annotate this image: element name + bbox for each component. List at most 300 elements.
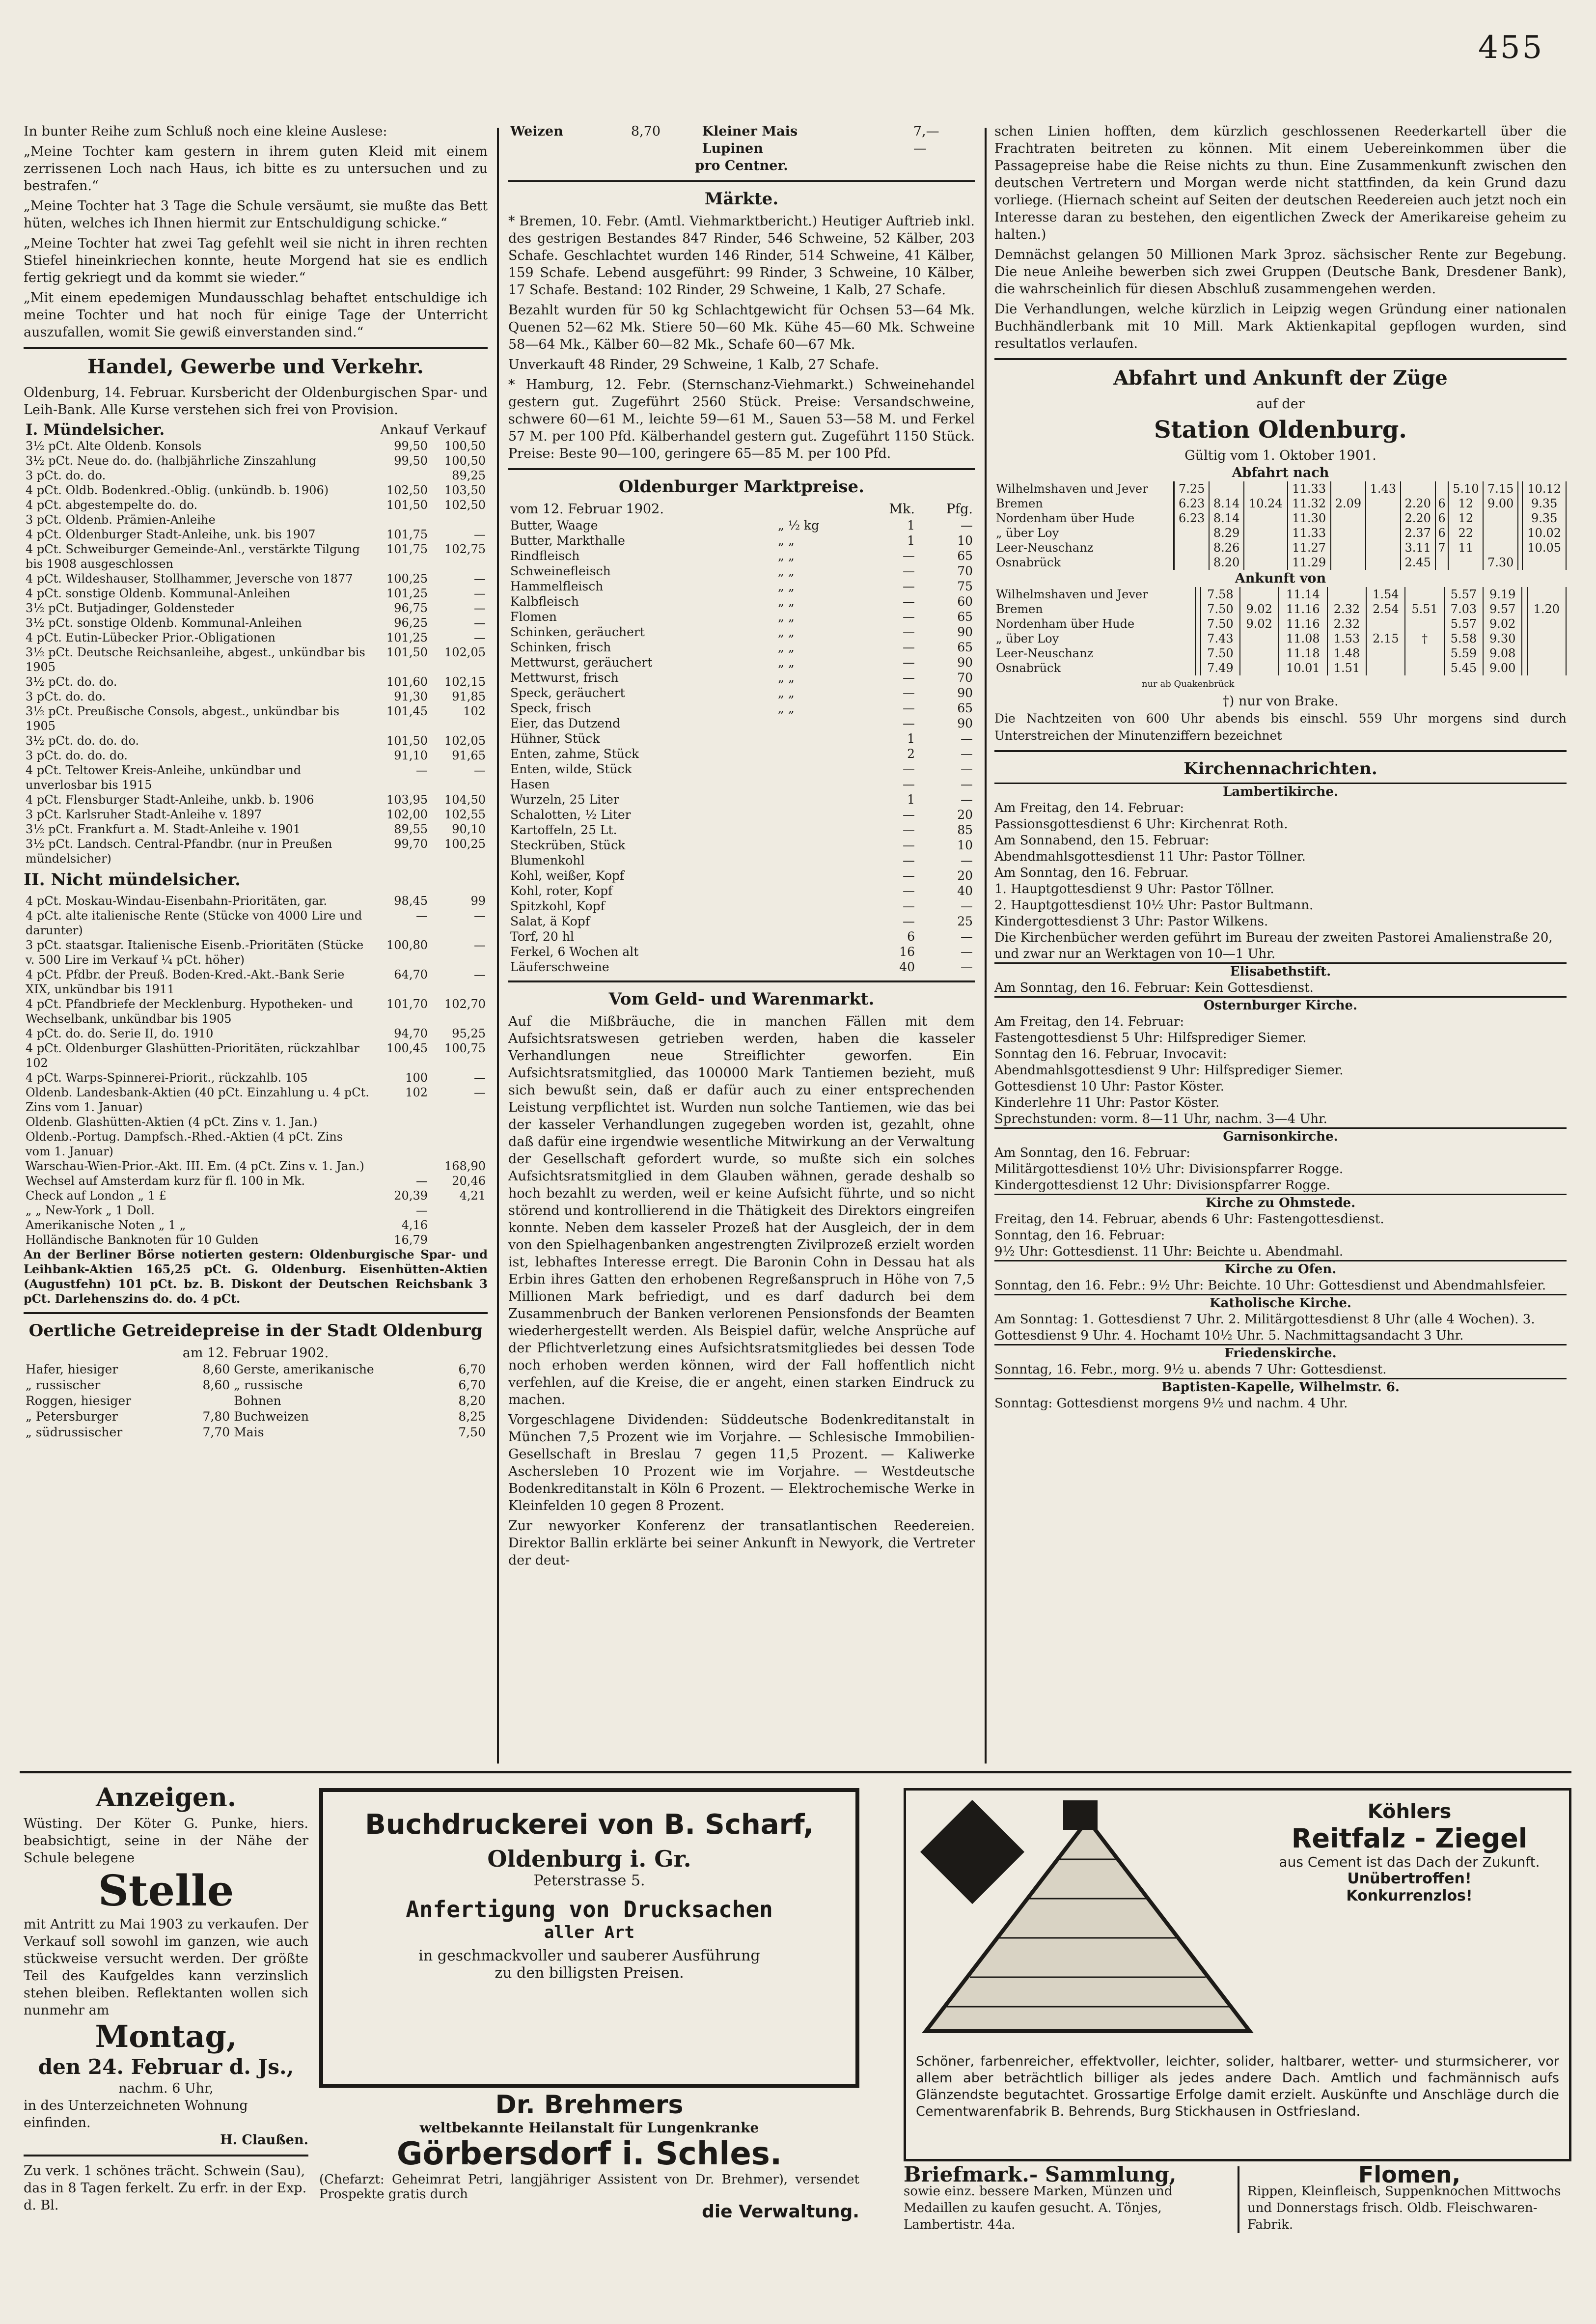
- table-cell: [776, 944, 859, 959]
- table-cell: 3 pCt. staatsgar. Italienische Eisenb.-Prioritäten (Stücke v. 500 Lire im Verkauf ¼ pCt. höher): [26, 938, 364, 967]
- table-row: [508, 685, 975, 700]
- table-cell: [1522, 555, 1566, 570]
- table-cell: 95,25: [452, 1027, 486, 1040]
- table-cell: 6,70: [458, 1378, 486, 1392]
- price-unit: pro Centner.: [695, 158, 788, 173]
- table-cell: 7,50: [458, 1425, 486, 1439]
- church-line: Die Kirchenbücher werden geführt im Bureau der zweiten Pastorei Amalienstraße 20, und zwar nur an Werktagen von 10—1 Uhr.: [994, 930, 1553, 961]
- table-cell: —: [474, 938, 486, 952]
- table-row: [508, 563, 975, 579]
- table-row: [508, 883, 975, 898]
- table-cell: [1174, 526, 1209, 540]
- table-cell: 8.29: [1209, 526, 1244, 540]
- table-cell: Bohnen: [234, 1394, 281, 1408]
- table-cell: 3 pCt. do. do.: [26, 469, 106, 482]
- roof-illustration-icon: [916, 1800, 1260, 2046]
- table-cell: —: [903, 777, 915, 791]
- table-cell: 16,79: [394, 1233, 428, 1247]
- table-row: [24, 1188, 488, 1203]
- table-cell: Butter, Markthalle: [510, 533, 625, 548]
- church-line: 1. Hauptgottesdienst 9 Uhr: Pastor Töllner.: [994, 882, 1274, 896]
- table-row: [24, 439, 488, 453]
- table-row: [24, 1377, 488, 1393]
- table-cell: 40: [899, 960, 915, 974]
- table-cell: [1518, 540, 1522, 555]
- table-cell: „ „: [777, 594, 795, 609]
- table-cell: [1240, 646, 1279, 661]
- table-cell: 25: [957, 914, 973, 928]
- table-cell: 4,21: [459, 1189, 486, 1203]
- table-row: [24, 1041, 488, 1070]
- table-cell: [430, 1218, 488, 1232]
- table-row: [24, 542, 488, 571]
- table-cell: [1366, 526, 1401, 540]
- table-row: [24, 1232, 488, 1247]
- church-line: Freitag, den 14. Februar, abends 6 Uhr: Fastengottesdienst.: [994, 1212, 1384, 1227]
- table-cell: —: [903, 610, 915, 624]
- table-cell: [1405, 661, 1444, 675]
- table-cell: Läuferschweine: [510, 960, 609, 974]
- table-row: [24, 498, 488, 512]
- table-cell: 9.35: [1522, 496, 1566, 511]
- table-row: [508, 548, 975, 563]
- table-cell: 11.08: [1279, 631, 1327, 646]
- table-cell: [1195, 602, 1201, 616]
- table-cell: 101,45: [386, 704, 428, 718]
- table-cell: Leer-Neuschanz: [994, 540, 1174, 555]
- table-cell: [372, 512, 430, 527]
- table-cell: [776, 746, 859, 761]
- table-cell: [1331, 481, 1366, 496]
- table-cell: 7.43: [1201, 631, 1239, 646]
- table-cell: 5.59: [1444, 646, 1483, 661]
- table-row: [994, 555, 1566, 570]
- table-cell: „ „: [777, 625, 795, 639]
- table-row: [24, 1218, 488, 1232]
- table-cell: [1209, 481, 1244, 496]
- ad-place: in des Unterzeichneten Wohnung einfinden.: [24, 2098, 248, 2130]
- table-cell: 4,16: [401, 1218, 428, 1232]
- table-cell: 9.19: [1483, 587, 1522, 602]
- article-text: schen Linien hofften, dem kürzlich geschlossenen Reederkartell über die Frachtraten beitreten zu können. Mit einem Uebereinkommen über die Passagepreise habe die Reise nichts zu thun. Eine Zusammenkunft zwischen den deutschen Vertretern und Morgan werde nicht stattfinden, da kein Grund dazu vorliege. (Hiernach scheint auf Seiten der deutschen Reedereien auch jetzt noch ein Interesse daran zu bestehen, den eigentlichen Zweck der Amerikareise geheim zu halten.): [994, 124, 1567, 242]
- table-row: [508, 609, 975, 624]
- table-row: [24, 674, 488, 689]
- table-cell: 5.57: [1444, 587, 1483, 602]
- ad-line: aus Cement ist das Dach der Zukunft.: [1279, 1854, 1540, 1870]
- table-row: [508, 944, 975, 959]
- table-cell: —: [903, 701, 915, 715]
- table-cell: 102,70: [444, 997, 486, 1011]
- table-cell: 3½ pCt. Frankfurt a. M. Stadt-Anleihe v. 1901: [26, 822, 301, 836]
- table-cell: [430, 1115, 488, 1129]
- table-cell: [1195, 587, 1201, 602]
- table-cell: —: [903, 853, 915, 868]
- table-row: [508, 792, 975, 807]
- table-cell: 7.15: [1483, 481, 1518, 496]
- table-row: [508, 914, 975, 929]
- table-cell: [1483, 540, 1518, 555]
- table-cell: —: [903, 671, 915, 685]
- table-cell: 9.02: [1240, 616, 1279, 631]
- table-cell: Enten, zahme, Stück: [510, 747, 639, 761]
- table-cell: [1435, 481, 1449, 496]
- train-station: Station Oldenburg.: [1154, 416, 1407, 444]
- church-line: Kindergottesdienst 12 Uhr: Divisionspfarrer Rogge.: [994, 1178, 1330, 1193]
- ads-title: Anzeigen.: [96, 1783, 236, 1813]
- table-row: [24, 586, 488, 601]
- table-cell: 16: [899, 945, 915, 959]
- intro-text: In bunter Reihe zum Schluß noch eine kleine Auslese:: [24, 124, 387, 139]
- table-cell: Ferkel, 6 Wochen alt: [510, 945, 639, 959]
- table-row: [24, 468, 488, 483]
- table-cell: 100: [405, 1071, 428, 1085]
- table-cell: 2.54: [1366, 602, 1405, 616]
- table-cell: 11.27: [1288, 540, 1331, 555]
- table-cell: [776, 883, 859, 898]
- subsection-title: I. Mündelsicher.: [26, 421, 165, 439]
- table-cell: —: [903, 640, 915, 654]
- table-cell: [1331, 511, 1366, 526]
- table-cell: [430, 1129, 488, 1159]
- table-row: [24, 1070, 488, 1085]
- table-cell: [1331, 526, 1366, 540]
- ad-text: (Chefarzt: Geheimrat Petri, langjähriger Assistent von Dr. Brehmer), versendet Prospekte gratis durch: [319, 2172, 859, 2202]
- divider: [994, 358, 1567, 360]
- table-row: [24, 967, 488, 997]
- table-cell: 4 pCt. Pfandbriefe der Mecklenburg. Hypotheken- und Wechselbank, unkündbar bis 1905: [26, 997, 353, 1026]
- table-row: [508, 640, 975, 655]
- table-cell: 91,30: [394, 690, 428, 703]
- table-cell: Butter, Waage: [510, 518, 598, 532]
- table-cell: „ „: [777, 701, 795, 715]
- table-cell: [1483, 511, 1518, 526]
- table-row: [24, 894, 488, 908]
- table-cell: —: [903, 808, 915, 822]
- rates-table-2: [24, 894, 488, 1247]
- table-cell: —: [903, 899, 915, 913]
- table-cell: 5.51: [1405, 602, 1444, 616]
- table-row: [508, 807, 975, 822]
- table-cell: [1527, 631, 1566, 646]
- table-cell: „ südrussischer: [26, 1425, 123, 1439]
- table-cell: 9.57: [1483, 602, 1522, 616]
- table-row: [24, 645, 488, 674]
- table-row: [24, 527, 488, 542]
- table-cell: Eier, das Dutzend: [510, 716, 621, 730]
- table-cell: [776, 777, 859, 792]
- table-cell: Enten, wilde, Stück: [510, 762, 632, 776]
- table-row: [24, 1085, 488, 1115]
- berlin-note: An der Berliner Börse notierten gestern: Oldenburgische Spar- und Leihbank-Aktien 165,25 pCt. G. Oldenburg. Eisenhütten-Aktien (Augustfehn) 101 pCt. bz. B. Diskont der Deutschen Reichsbank 3 pCt. Darlehenszins do. do. 4 pCt.: [24, 1247, 488, 1306]
- ad-headline: Stelle: [98, 1866, 234, 1916]
- table-cell: —: [961, 853, 973, 868]
- brehmer-ad: [319, 2090, 859, 2222]
- price-value: —: [913, 141, 927, 156]
- table-row: [24, 571, 488, 586]
- table-cell: 5.10: [1448, 481, 1483, 496]
- table-row: [508, 518, 975, 533]
- table-cell: —: [961, 762, 973, 776]
- table-cell: 12: [1448, 496, 1483, 511]
- table-cell: Osnabrück: [994, 661, 1195, 675]
- table-cell: —: [903, 549, 915, 563]
- table-row: [508, 746, 975, 761]
- table-cell: —: [903, 564, 915, 578]
- table-cell: 96,75: [394, 601, 428, 615]
- train-title: Abfahrt und Ankunft der Züge: [1113, 366, 1448, 390]
- table-cell: 7.25: [1174, 481, 1209, 496]
- column-rule: [985, 128, 987, 1764]
- table-row: [24, 763, 488, 792]
- table-cell: 11.16: [1279, 602, 1327, 616]
- table-cell: Mettwurst, geräuchert: [510, 655, 653, 670]
- table-cell: [430, 512, 488, 527]
- table-cell: —: [903, 884, 915, 898]
- table-cell: —: [903, 594, 915, 609]
- table-row: [24, 908, 488, 938]
- ad-text: Rippen, Kleinfleisch, Suppenknochen Mittwochs und Donnerstags frisch. Oldb. Fleischwaren-Fabrik.: [1247, 2184, 1561, 2232]
- table-row: [24, 616, 488, 630]
- table-cell: [1522, 587, 1527, 602]
- table-cell: Mais: [234, 1425, 264, 1439]
- table-row: [508, 594, 975, 609]
- table-row: [508, 716, 975, 731]
- table-row: [508, 533, 975, 548]
- table-cell: [1518, 496, 1522, 511]
- table-cell: 9.08: [1483, 646, 1522, 661]
- quote: „Meine Tochter hat 3 Tage die Schule versäumt, sie mußte das Bett hüten, welches ich Ihnen hiermit zur Entschuldigung schicke.“: [24, 198, 488, 231]
- table-cell: 3½ pCt. Alte Oldenb. Konsols: [26, 439, 202, 453]
- table-cell: 3½ pCt. do. do. do.: [26, 734, 139, 748]
- table-cell: 3½ pCt. do. do.: [26, 675, 117, 689]
- table-row: [24, 837, 488, 866]
- table-cell: „ „: [777, 579, 795, 593]
- church-line: Fastengottesdienst 5 Uhr: Hilfsprediger Siemer.: [994, 1031, 1307, 1045]
- table-cell: [776, 716, 859, 731]
- price-value: 7,—: [913, 124, 939, 139]
- table-cell: 90,10: [452, 822, 486, 836]
- table-cell: 101,75: [386, 542, 428, 556]
- market-head: [508, 501, 975, 518]
- table-cell: 3 pCt. Oldenb. Prämien-Anleihe: [26, 513, 216, 527]
- ad-sig: die Verwaltung.: [702, 2202, 859, 2222]
- flomen-ad: [1238, 2161, 1571, 2233]
- article-text: Demnächst gelangen 50 Millionen Mark 3proz. sächsischer Rente zur Begebung. Die neue Anleihe bewerben sich zwei Gruppen (Deutsche Bank, Dresdener Bank), die wahrscheinlich für diesen Abschluß zusammengehen werden.: [994, 247, 1567, 297]
- table-cell: —: [903, 716, 915, 730]
- ad-line: Anfertigung von Drucksachen: [406, 1896, 773, 1923]
- table-cell: 102,15: [444, 675, 486, 689]
- table-row: [24, 1115, 488, 1129]
- table-cell: „ über Loy: [994, 631, 1195, 646]
- table-cell: Bremen: [994, 496, 1174, 511]
- table-cell: 20,39: [394, 1189, 428, 1203]
- table-cell: 70: [957, 564, 973, 578]
- table-cell: [1522, 616, 1527, 631]
- table-cell: 7,80: [202, 1409, 230, 1424]
- table-cell: 102,75: [444, 542, 486, 556]
- table-cell: 3½ pCt. Deutsche Reichsanleihe, abgest., unkündbar bis 1905: [26, 645, 365, 674]
- table-cell: 9.02: [1240, 602, 1279, 616]
- table-cell: 89,55: [394, 822, 428, 836]
- table-cell: 2.15: [1366, 631, 1405, 646]
- table-cell: —: [474, 587, 486, 600]
- geld-title: Vom Geld- und Warenmarkt.: [608, 989, 875, 1009]
- table-row: [24, 512, 488, 527]
- table-cell: 2.20: [1401, 511, 1435, 526]
- table-cell: —: [903, 686, 915, 700]
- table-cell: 3 pCt. Karlsruher Stadt-Anleihe v. 1897: [26, 808, 262, 821]
- church-line: Sprechstunden: vorm. 8—11 Uhr, nachm. 3—4 Uhr.: [994, 1112, 1327, 1126]
- table-row: [24, 689, 488, 704]
- table-cell: —: [961, 518, 973, 532]
- scharf-ad: [319, 1788, 859, 2088]
- table-cell: [776, 853, 859, 868]
- church-line: Am Freitag, den 14. Februar:: [994, 1014, 1184, 1029]
- table-cell: Kohl, roter, Kopf: [510, 884, 613, 898]
- table-cell: 103,95: [386, 793, 428, 807]
- classified-ads: [24, 1781, 308, 2214]
- table-cell: [1522, 646, 1527, 661]
- table-cell: 4 pCt. Moskau-Windau-Eisenbahn-Prioritäten, gar.: [26, 894, 328, 908]
- table-cell: 101,50: [386, 498, 428, 512]
- table-cell: 3½ pCt. Landsch. Central-Pfandbr. (nur in Preußen mündelsicher): [26, 837, 332, 866]
- table-cell: 20,46: [452, 1174, 486, 1188]
- table-cell: 5.57: [1444, 616, 1483, 631]
- table-cell: [1522, 602, 1527, 616]
- table-cell: 4 pCt. alte italienische Rente (Stücke von 4000 Lire und darunter): [26, 909, 362, 937]
- church-heading: Elisabethstift.: [994, 962, 1567, 980]
- table-cell: 4 pCt. Teltower Kreis-Anleihe, unkündbar und unverlosbar bis 1915: [26, 763, 302, 792]
- rates-table-1: [24, 439, 488, 866]
- table-cell: Schinken, geräuchert: [510, 625, 645, 639]
- table-cell: 1.53: [1327, 631, 1366, 646]
- table-cell: —: [474, 631, 486, 644]
- table-cell: 4 pCt. Oldenburger Stadt-Anleihe, unk. bis 1907: [26, 528, 316, 541]
- table-cell: Rindfleisch: [510, 549, 580, 563]
- table-cell: 6.23: [1174, 511, 1209, 526]
- table-cell: 8,20: [458, 1394, 486, 1408]
- table-row: [508, 700, 975, 716]
- ad-title: Dr. Brehmers: [495, 2090, 684, 2120]
- ad-text: Wüsting. Der Köter G. Punke, hiers. beabsichtigt, seine in der Nähe der Schule belegene: [24, 1816, 308, 1866]
- table-cell: [372, 1159, 430, 1174]
- table-cell: 90: [957, 655, 973, 670]
- table-cell: 40: [957, 884, 973, 898]
- table-cell: 6: [1435, 496, 1449, 511]
- rates-table-head: [24, 421, 488, 439]
- table-row: [508, 655, 975, 670]
- church-line: Sonntag: Gottesdienst morgens 9½ und nachm. 4 Uhr.: [994, 1396, 1348, 1411]
- church-title: Kirchennachrichten.: [1183, 759, 1377, 779]
- table-row: [24, 1409, 488, 1425]
- ad-time: nachm. 6 Uhr,: [118, 2081, 214, 2096]
- table-cell: 2: [907, 747, 915, 761]
- table-cell: 7.58: [1201, 587, 1239, 602]
- church-line: Am Sonntag: 1. Gottesdienst 7 Uhr. 2. Militärgottesdienst 8 Uhr (alle 4 Wochen). 3. Gottesdienst 9 Uhr. 4. Hochamt 10½ Uhr. 5. Nachmittagsandacht 3 Uhr.: [994, 1312, 1535, 1343]
- divider: [24, 1312, 488, 1314]
- church-line: 9½ Uhr: Gottesdienst. 11 Uhr: Beichte u. Abendmahl.: [994, 1244, 1344, 1259]
- table-row: [508, 838, 975, 853]
- table-cell: 101,70: [386, 997, 428, 1011]
- table-cell: —: [903, 823, 915, 837]
- table-cell: „ „ New-York „ 1 Doll.: [26, 1204, 155, 1217]
- ad-place: Görbersdorf i. Schles.: [396, 2136, 782, 2172]
- ad-sub: Reitfalz - Ziegel: [1291, 1823, 1528, 1854]
- table-cell: [1518, 526, 1522, 540]
- market-report: Unverkauft 48 Rinder, 29 Schweine, 1 Kalb, 27 Schafe.: [508, 357, 880, 372]
- divider: [24, 2155, 308, 2156]
- table-cell: „ über Loy: [994, 526, 1174, 540]
- church-line: Sonntag den 16. Februar, Invocavit:: [994, 1047, 1227, 1062]
- church-heading: Garnisonkirche.: [994, 1127, 1567, 1145]
- table-cell: 101,75: [386, 528, 428, 541]
- table-cell: —: [474, 909, 486, 923]
- table-cell: 3 pCt. do. do.: [26, 690, 106, 703]
- table-cell: 5.58: [1444, 631, 1483, 646]
- table-cell: [372, 468, 430, 483]
- grain-title: Oertliche Getreidepreise in der Stadt Oldenburg: [28, 1321, 483, 1341]
- church-line: Militärgottesdienst 10½ Uhr: Divisionspfarrer Rogge.: [994, 1162, 1344, 1176]
- table-row: [994, 511, 1566, 526]
- table-cell: 1.43: [1366, 481, 1401, 496]
- church-line: Gottesdienst 10 Uhr: Pastor Köster.: [994, 1079, 1225, 1094]
- table-cell: 104,50: [444, 793, 486, 807]
- table-cell: 101,60: [386, 675, 428, 689]
- ad-city: Oldenburg i. Gr.: [487, 1846, 691, 1872]
- table-cell: 101,50: [386, 645, 428, 659]
- table-cell: Salat, ä Kopf: [510, 914, 590, 928]
- table-cell: [1405, 587, 1444, 602]
- table-cell: Oldenb.-Portug. Dampfsch.-Rhed.-Aktien (4 pCt. Zins vom 1. Januar): [26, 1130, 343, 1158]
- table-cell: —: [961, 929, 973, 944]
- table-cell: —: [903, 762, 915, 776]
- table-cell: —: [961, 792, 973, 807]
- table-cell: 99: [470, 894, 486, 908]
- table-cell: [1244, 481, 1287, 496]
- table-cell: 7: [1435, 540, 1449, 555]
- departure-table: [994, 481, 1567, 570]
- church-line: Abendmahlsgottesdienst 9 Uhr: Hilfsprediger Siemer.: [994, 1063, 1344, 1078]
- ad-title: Flomen,: [1358, 2161, 1461, 2188]
- table-cell: —: [474, 1071, 486, 1085]
- table-cell: —: [961, 747, 973, 761]
- table-cell: 103,50: [444, 483, 486, 497]
- church-heading: Baptisten-Kapelle, Wilhelmstr. 6.: [994, 1378, 1567, 1396]
- table-cell: 99,70: [394, 837, 428, 851]
- ad-line: aller Art: [544, 1923, 635, 1942]
- table-row: [24, 1393, 488, 1409]
- article-text: Vorgeschlagene Dividenden: Süddeutsche Bodenkreditanstalt in München 7,5 Prozent wie im Vorjahre. — Schlesische Immobilien-Gesellschaft in Breslau 7 gegen 11,5 Prozent. — Kaliwerke Aschersleben 10 Prozent wie im Vorjahre. — Westdeutsche Bodenkreditanstalt in Köln 6 Prozent. — Elektrochemische Werke in Kleinfelden 10 gegen 8 Prozent.: [508, 1412, 975, 1513]
- church-line: Sonntag, den 16. Februar:: [994, 1228, 1165, 1243]
- market-report: Bezahlt wurden für 50 kg Schlachtgewicht für Ochsen 53—64 Mk. Quenen 52—62 Mk. Stiere 50—60 Mk. Kühe 45—60 Mk. Schweine 58—64 Mk., Kälber 60—82 Mk., Schafe 60—67 Mk.: [508, 303, 975, 352]
- table-cell: Hammelfleisch: [510, 579, 604, 593]
- table-cell: 7.30: [1483, 555, 1518, 570]
- table-row: [24, 601, 488, 616]
- table-cell: 8.20: [1209, 555, 1244, 570]
- table-cell: Oldenb. Landesbank-Aktien (40 pCt. Einzahlung u. 4 pCt. Zins vom 1. Januar): [26, 1086, 369, 1114]
- table-cell: Speck, frisch: [510, 701, 592, 715]
- table-cell: 4 pCt. Eutin-Lübecker Prior.-Obligationen: [26, 631, 275, 644]
- table-cell: [1195, 661, 1201, 675]
- table-row: [24, 453, 488, 468]
- table-cell: Kohl, weißer, Kopf: [510, 868, 625, 883]
- table-cell: [1518, 481, 1522, 496]
- table-cell: 102,50: [386, 483, 428, 497]
- table-row: [508, 761, 975, 777]
- table-cell: Nordenham über Hude: [994, 616, 1195, 631]
- table-cell: 7.50: [1201, 602, 1239, 616]
- table-cell: Hasen: [510, 777, 550, 791]
